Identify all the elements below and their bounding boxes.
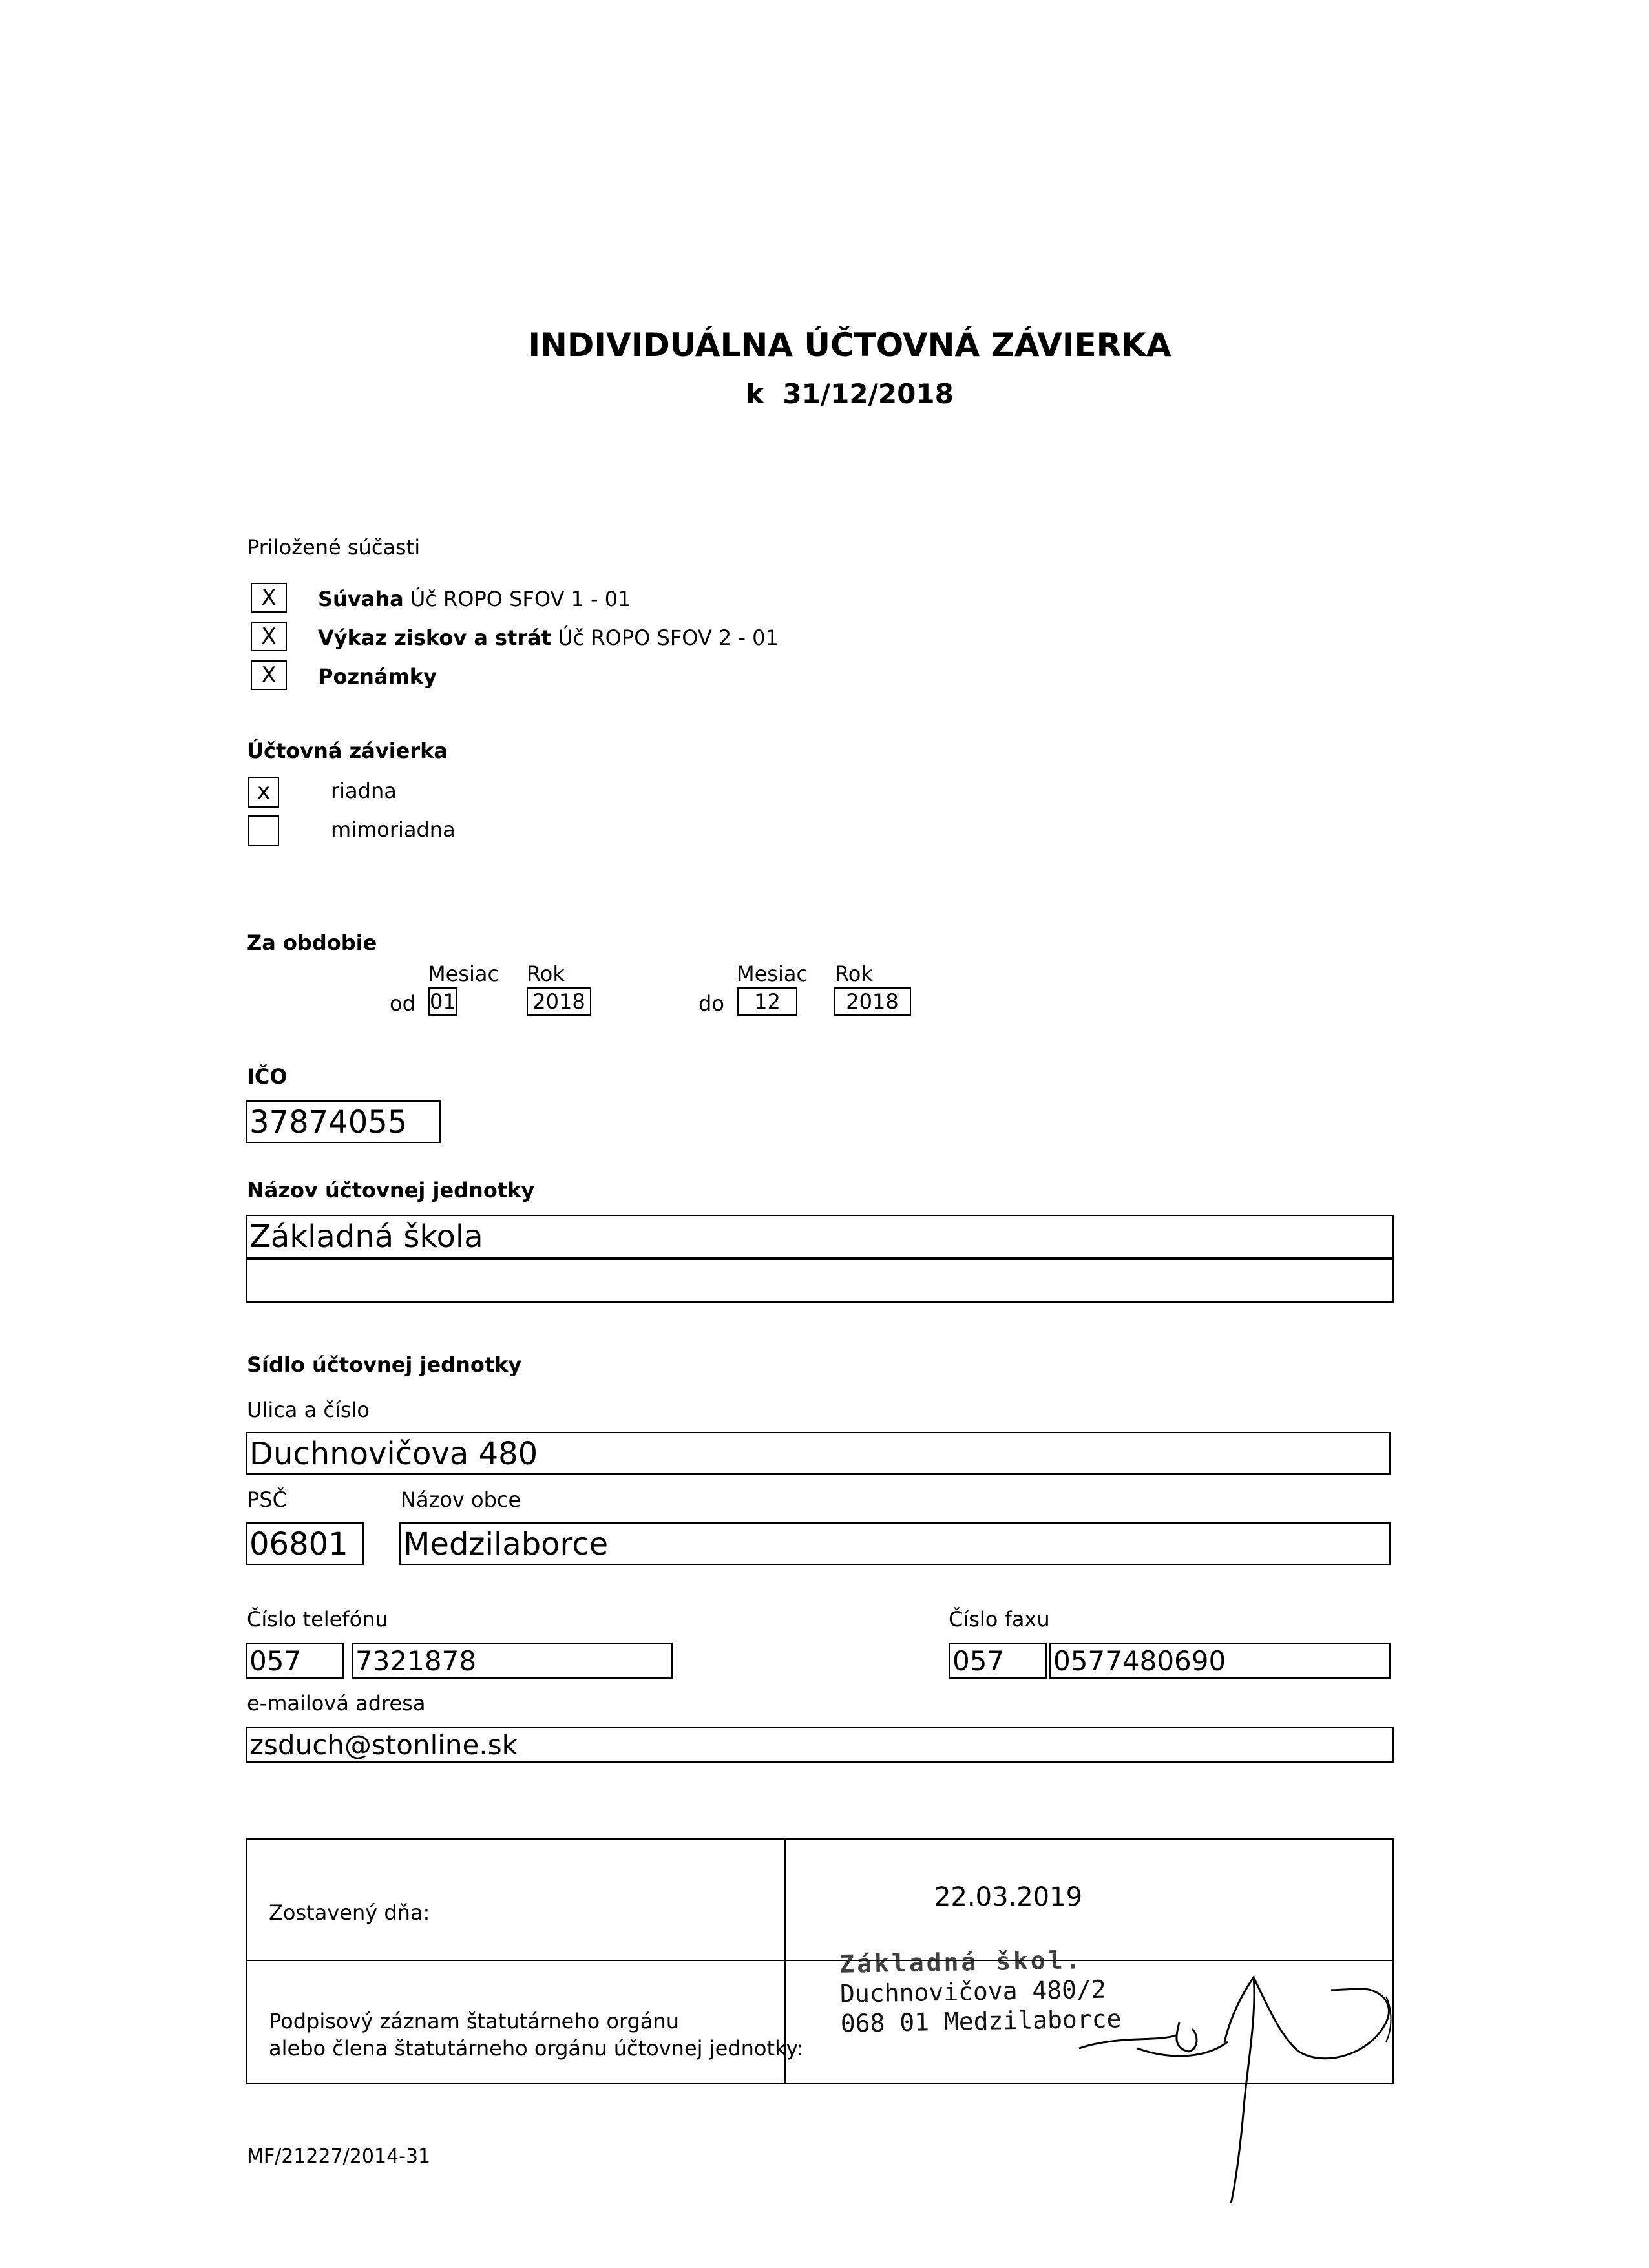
- period-heading: Za obdobie: [247, 930, 377, 955]
- street-field[interactable]: [246, 1432, 1391, 1475]
- period-to-year-label: Rok: [835, 961, 873, 986]
- period-from-year-field[interactable]: 2018: [527, 987, 591, 1016]
- address-heading: Sídlo účtovnej jednotky: [247, 1352, 522, 1377]
- period-to-month-field[interactable]: 12: [737, 987, 797, 1016]
- street-label: Ulica a číslo: [247, 1398, 370, 1422]
- attachment-code: Úč ROPO SFOV 1 - 01: [410, 587, 631, 611]
- fax-prefix-value: 057: [952, 1645, 1005, 1677]
- attachment-name: Poznámky: [318, 664, 437, 689]
- phone-number-value: 7321878: [355, 1645, 477, 1677]
- attachment-item-vykaz: [318, 625, 779, 650]
- phone-prefix-field[interactable]: [246, 1643, 344, 1679]
- attachments-heading: Priložené súčasti: [247, 535, 421, 560]
- city-value: Medzilaborce: [403, 1526, 609, 1562]
- unit-name-field-2[interactable]: [246, 1259, 1394, 1303]
- phone-prefix-value: 057: [249, 1645, 302, 1677]
- ico-field[interactable]: [246, 1100, 441, 1143]
- unit-name-label: Názov účtovnej jednotky: [247, 1178, 535, 1202]
- statement-checkbox-mimoriadna[interactable]: [248, 815, 279, 846]
- city-field[interactable]: [399, 1522, 1391, 1565]
- attachment-checkbox-suvaha[interactable]: X: [251, 583, 287, 613]
- period-from-label: od: [390, 991, 415, 1016]
- psc-label: PSČ: [247, 1487, 287, 1512]
- unit-name-field-1[interactable]: [246, 1215, 1394, 1259]
- fax-number-value: 0577480690: [1053, 1645, 1226, 1677]
- attachment-checkbox-poznamky[interactable]: X: [251, 660, 287, 690]
- period-to-month-label: Mesiac: [737, 961, 808, 986]
- statement-option-riadna: riadna: [331, 779, 397, 803]
- compiled-label-cell: [246, 1839, 785, 1960]
- period-from-month-label: Mesiac: [428, 961, 499, 986]
- stamp-line2: Duchnovičova 480/2: [839, 1975, 1107, 2008]
- handwritten-signature: [1060, 1938, 1422, 2216]
- attachment-checkbox-vykaz[interactable]: X: [251, 622, 287, 651]
- psc-field[interactable]: [246, 1522, 364, 1565]
- attachment-item-poznamky: [318, 664, 437, 689]
- statement-option-mimoriadna: mimoriadna: [331, 817, 456, 842]
- signature-label-cell: [246, 1960, 804, 2083]
- ico-value: 37874055: [249, 1104, 408, 1140]
- form-code: MF/21227/2014-31: [247, 2145, 431, 2168]
- unit-name-line1: Základná škola: [249, 1219, 483, 1255]
- document-title: INDIVIDUÁLNA ÚČTOVNÁ ZÁVIERKA: [528, 326, 1171, 364]
- period-to-label: do: [698, 991, 724, 1016]
- ico-label: IČO: [247, 1064, 288, 1089]
- street-value: Duchnovičova 480: [249, 1436, 538, 1472]
- attachment-name: Výkaz ziskov a strát: [318, 625, 552, 650]
- email-field[interactable]: [246, 1727, 1394, 1763]
- compiled-date: 22.03.2019: [934, 1882, 1083, 1912]
- email-label: e-mailová adresa: [247, 1691, 426, 1716]
- stamp-line1: Základná škol.: [839, 1946, 1083, 1979]
- signature-label-line2: alebo člena štatutárneho orgánu účtovnej jednotky:: [269, 2036, 804, 2061]
- signature-label-line1: Podpisový záznam štatutárneho orgánu: [269, 2009, 680, 2033]
- attachment-item-suvaha: [318, 587, 631, 611]
- phone-label: Číslo telefónu: [247, 1607, 388, 1632]
- fax-label: Číslo faxu: [949, 1607, 1050, 1632]
- psc-value: 06801: [249, 1526, 348, 1562]
- attachment-code: Úč ROPO SFOV 2 - 01: [558, 625, 779, 650]
- period-from-month-field[interactable]: 01: [428, 987, 457, 1016]
- phone-number-field[interactable]: [352, 1643, 673, 1679]
- attachment-name: Súvaha: [318, 587, 404, 611]
- compiled-label: Zostavený dňa:: [269, 1900, 430, 1925]
- statement-checkbox-riadna[interactable]: x: [248, 777, 279, 808]
- period-to-year-field[interactable]: 2018: [834, 987, 911, 1016]
- period-from-year-label: Rok: [527, 961, 565, 986]
- document-date: k 31/12/2018: [746, 378, 954, 410]
- fax-prefix-field[interactable]: [949, 1643, 1047, 1679]
- email-value: zsduch@stonline.sk: [249, 1729, 518, 1761]
- city-label: Názov obce: [401, 1487, 521, 1512]
- statement-type-heading: Účtovná závierka: [247, 739, 448, 763]
- stamp-line3: 068 01 Medzilaborce: [840, 2004, 1122, 2038]
- fax-number-field[interactable]: [1049, 1643, 1391, 1679]
